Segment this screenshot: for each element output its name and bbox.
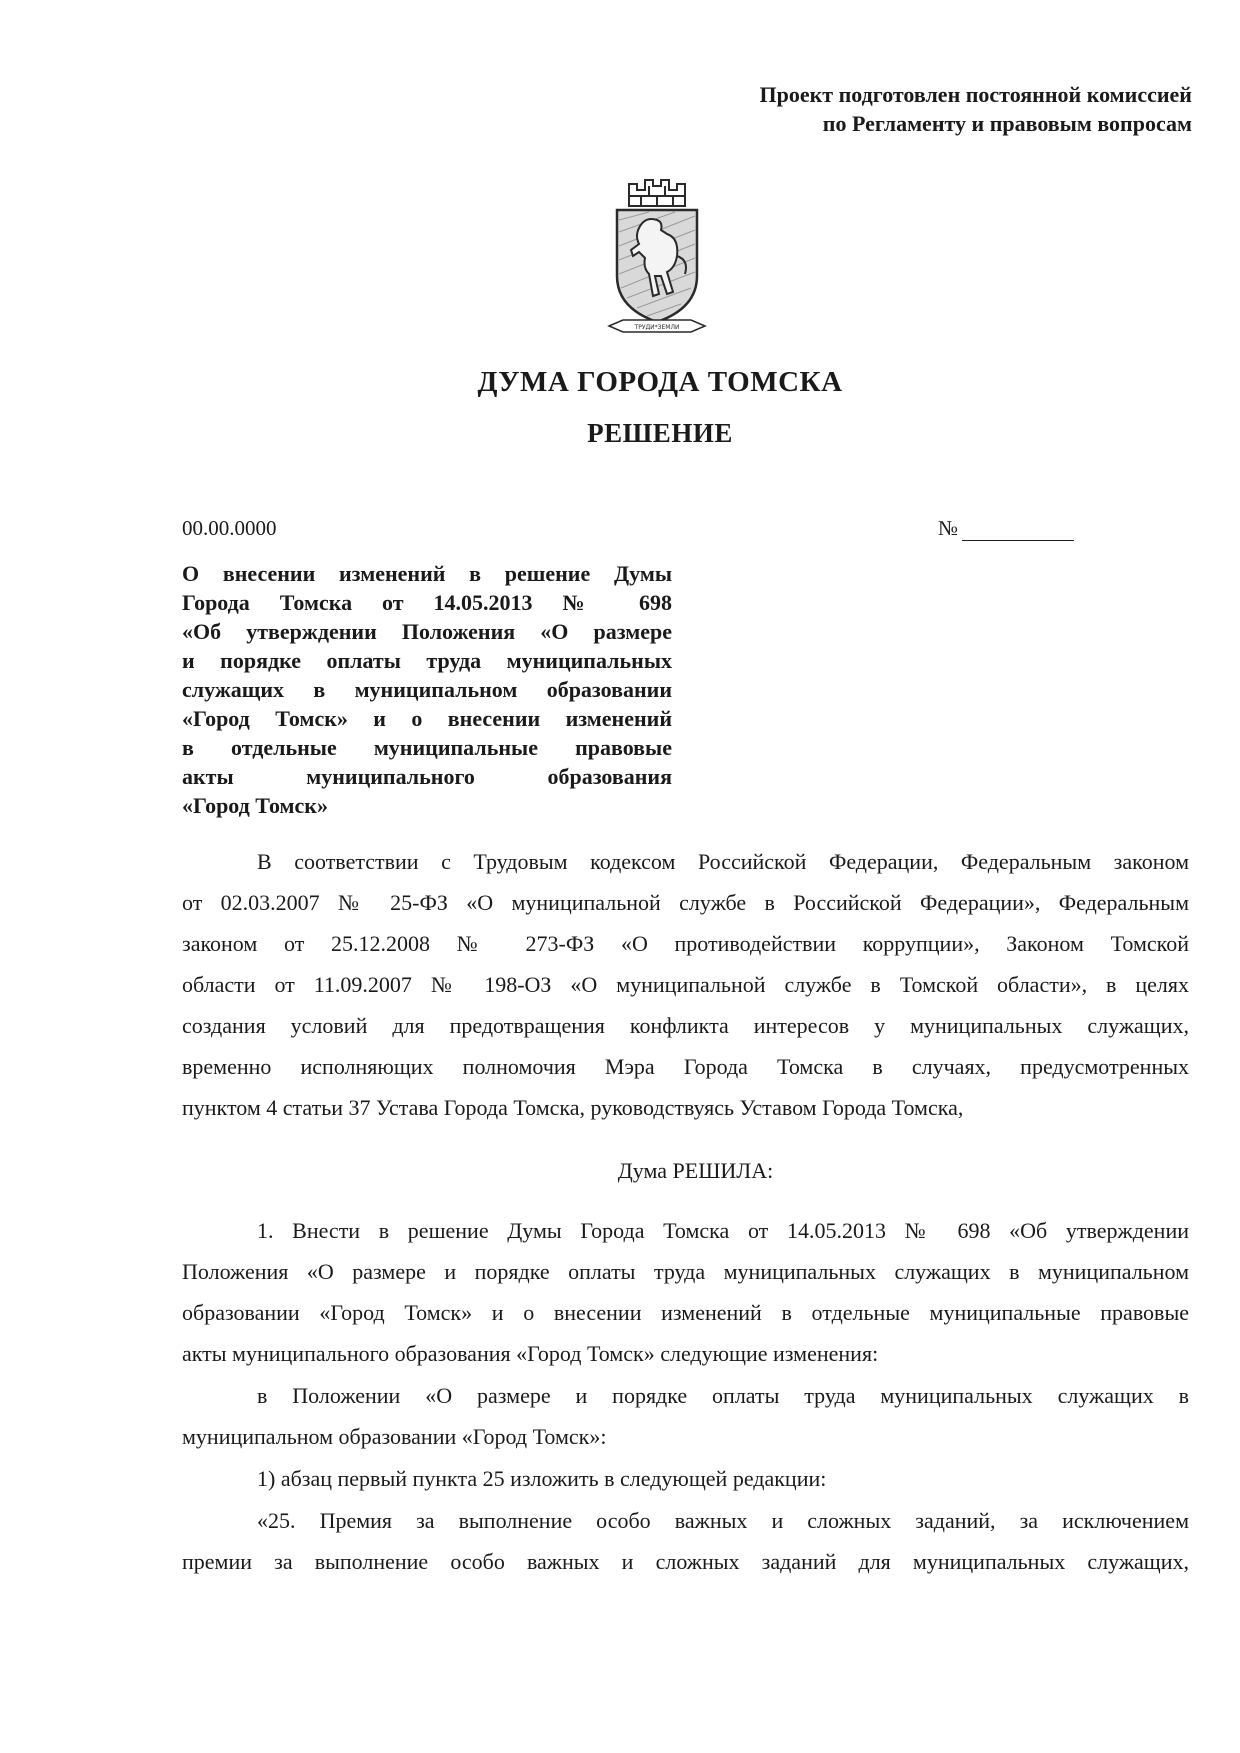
regulation-line: муниципальном образовании «Город Томск»: [182,1424,607,1449]
preamble-line: от 02.03.2007 № 25-ФЗ «О муниципальной службе в Российской Федерации», Федеральным [182,890,1189,915]
regulation-paragraph [182,1375,1189,1457]
preamble-line: В соответствии с Трудовым кодексом Российской Федерации, Федеральным законом [257,849,1189,874]
resolution-heading: Дума РЕШИЛА: [617,1158,774,1183]
draft-prepared-note [592,80,1192,138]
number-blank-line [962,520,1074,541]
subject-line: О внесении изменений в решение Думы [182,561,672,586]
clause-25-line: «25. Премия за выполнение особо важных и сложных заданий, за исключением [257,1508,1189,1533]
document-type-title: РЕШЕНИЕ [587,418,733,448]
tomsk-coat-of-arms-icon [605,176,709,344]
document-number [938,516,1074,541]
subject-line: «Город Томск» [182,793,328,818]
ribbon-motto: ТРУДИ*ЗЕМЛИ [634,324,680,331]
preamble-paragraph [182,841,1189,1128]
subject-line: Города Томска от 14.05.2013 № 698 [182,590,672,615]
preamble-line: создания условий для предотвращения конфликта интересов у муниципальных служащих, [182,1013,1189,1038]
preamble-line: пунктом 4 статьи 37 Устава Города Томска, руководствуясь Уставом Города Томска, [182,1095,964,1120]
clause-25-line: премии за выполнение особо важных и сложных заданий для муниципальных служащих, [182,1549,1189,1574]
item-1-line: 1. Внести в решение Думы Города Томска от 14.05.2013 № 698 «Об утверждении [257,1218,1189,1243]
item-1-paragraph [182,1210,1189,1374]
resolution-heading-block [182,1150,1189,1191]
document-subject [182,559,672,820]
preamble-line: области от 11.09.2007 № 198-ОЗ «О муниципальной службе в Томской области», в целях [182,972,1189,997]
regulation-line: в Положении «О размере и порядке оплаты труда муниципальных служащих в [257,1383,1189,1408]
document-date: 00.00.0000 [182,516,277,540]
subitem-1-line: 1) абзац первый пункта 25 изложить в следующей редакции: [257,1466,827,1491]
clause-25-paragraph [182,1500,1189,1582]
item-1-line: Положения «О размере и порядке оплаты труда муниципальных служащих в муниципальном [182,1259,1189,1284]
subitem-1-paragraph [182,1458,1189,1499]
subject-line: «Об утверждении Положения «О размере [182,619,672,644]
subject-line: акты муниципального образования [182,764,672,789]
item-1-line: акты муниципального образования «Город Томск» следующие изменения: [182,1341,879,1366]
preamble-line: законом от 25.12.2008 № 273-ФЗ «О противодействии коррупции», Законом Томской [182,931,1189,956]
draft-note-line-1: Проект подготовлен постоянной комиссией [759,82,1192,107]
subject-line: служащих в муниципальном образовании [182,677,672,702]
subject-line: в отдельные муниципальные правовые [182,735,672,760]
preamble-line: временно исполняющих полномочия Мэра Города Томска в случаях, предусмотренных [182,1054,1189,1079]
number-label: № [938,516,959,540]
subject-line: «Город Томск» и о внесении изменений [182,706,672,731]
item-1-line: образовании «Город Томск» и о внесении изменений в отдельные муниципальные правовые [182,1300,1189,1325]
draft-note-line-2: по Регламенту и правовым вопросам [822,111,1192,136]
organization-title: ДУМА ГОРОДА ТОМСКА [477,366,843,398]
subject-line: и порядке оплаты труда муниципальных [182,648,672,673]
